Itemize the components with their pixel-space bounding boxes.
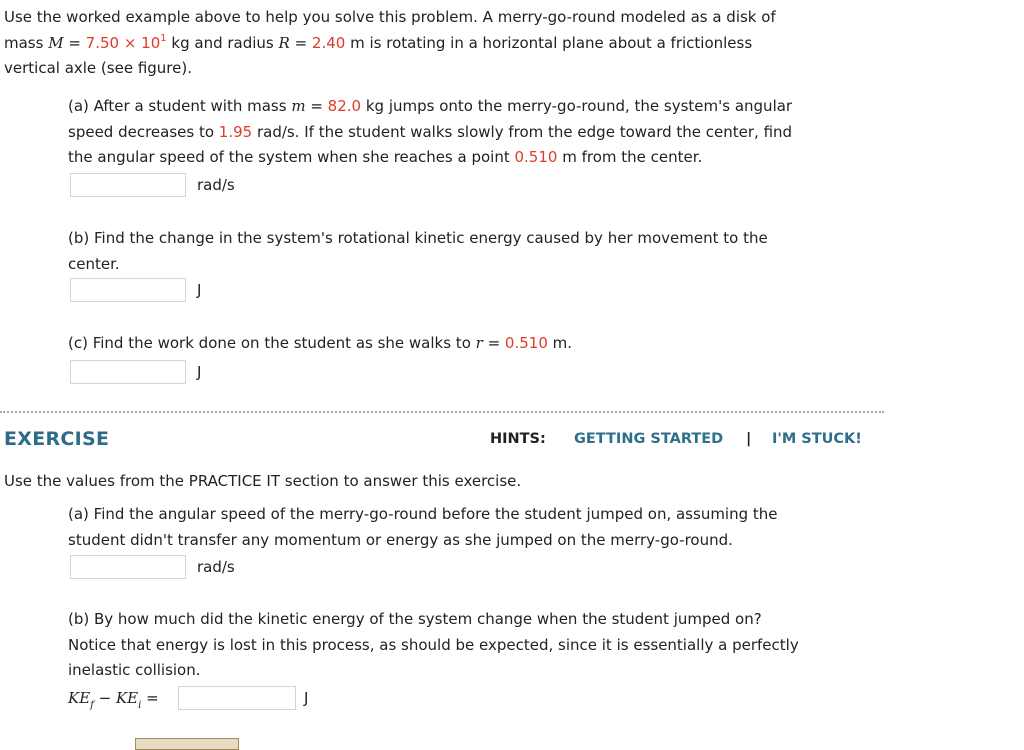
problem-line: vertical axle (see figure). xyxy=(4,59,192,77)
var-m: m xyxy=(291,97,306,115)
practice-c-unit: J xyxy=(197,363,202,381)
mass-value: 7.50 × 10 xyxy=(85,33,161,52)
practice-part-b: (b) Find the change in the system's rotational kinetic energy caused by her movement to the center. xyxy=(68,229,768,273)
distance-value: 0.510 xyxy=(514,148,558,166)
section-divider xyxy=(0,411,884,413)
getting-started-link[interactable]: GETTING STARTED xyxy=(574,431,724,447)
exercise-title: EXERCISE xyxy=(4,428,110,450)
var-M: M xyxy=(48,33,64,52)
practice-b-answer-input[interactable] xyxy=(70,278,186,302)
exercise-part-a: (a) Find the angular speed of the merry-go-round before the student jumped on, assuming the student didn't transfer any momentum or energy as she jumped on the merry-go-round. xyxy=(68,505,778,549)
practice-b-unit: J xyxy=(197,281,202,299)
problem-line: mass $M = 7.50 \times 10^1$ kg and radius R = 2.40 m is rotating in a horizontal plane about a frictionless xyxy=(4,32,753,52)
var-r: r xyxy=(475,334,483,352)
walk-distance-value: 0.510 xyxy=(504,334,548,352)
hints-label: HINTS: xyxy=(490,431,546,447)
practice-c-answer-input[interactable] xyxy=(70,360,186,384)
exercise-intro: Use the values from the PRACTICE IT section to answer this exercise. xyxy=(4,472,522,490)
practice-a-answer-input[interactable] xyxy=(70,173,186,197)
radius-value: 2.40 xyxy=(311,33,346,52)
hints-separator: | xyxy=(746,431,752,447)
angular-speed-value: 1.95 xyxy=(218,122,253,141)
var-R: R xyxy=(278,33,290,52)
student-mass-value: 82.0 xyxy=(327,97,362,115)
mass-exponent: 1 xyxy=(160,32,167,44)
exercise-a-unit: rad/s xyxy=(197,558,235,576)
exercise-b-answer-input[interactable] xyxy=(178,686,296,710)
practice-part-a: (a) After a student with mass m = 82.0 kg jumps onto the merry-go-round, the system's angular speed decreases to 1.95 rad/s. If the student walks slowly from the edge toward the center, find the angular speed of the system when she reaches a point 0.510 m from the center. xyxy=(68,97,793,166)
problem-statement xyxy=(4,5,776,82)
im-stuck-link[interactable]: I'M STUCK! xyxy=(772,431,862,447)
exercise-part-b: (b) By how much did the kinetic energy of the system change when the student jumped on? Notice that energy is lost in this process, as should be expected, since it is essentially a perfectly inelastic collision. xyxy=(68,610,799,679)
practice-part-c: (c) Find the work done on the student as she walks to r = 0.510 m. xyxy=(68,334,573,352)
ke-equation-label: $KE_f - KE_i$ = xyxy=(68,689,159,711)
exercise-b-unit: J xyxy=(304,689,309,707)
problem-line: Use the worked example above to help you solve this problem. A merry-go-round modeled as a disk of xyxy=(4,8,776,26)
exercise-a-answer-input[interactable] xyxy=(70,555,186,579)
practice-a-unit: rad/s xyxy=(197,176,235,194)
submit-button[interactable] xyxy=(135,738,239,750)
